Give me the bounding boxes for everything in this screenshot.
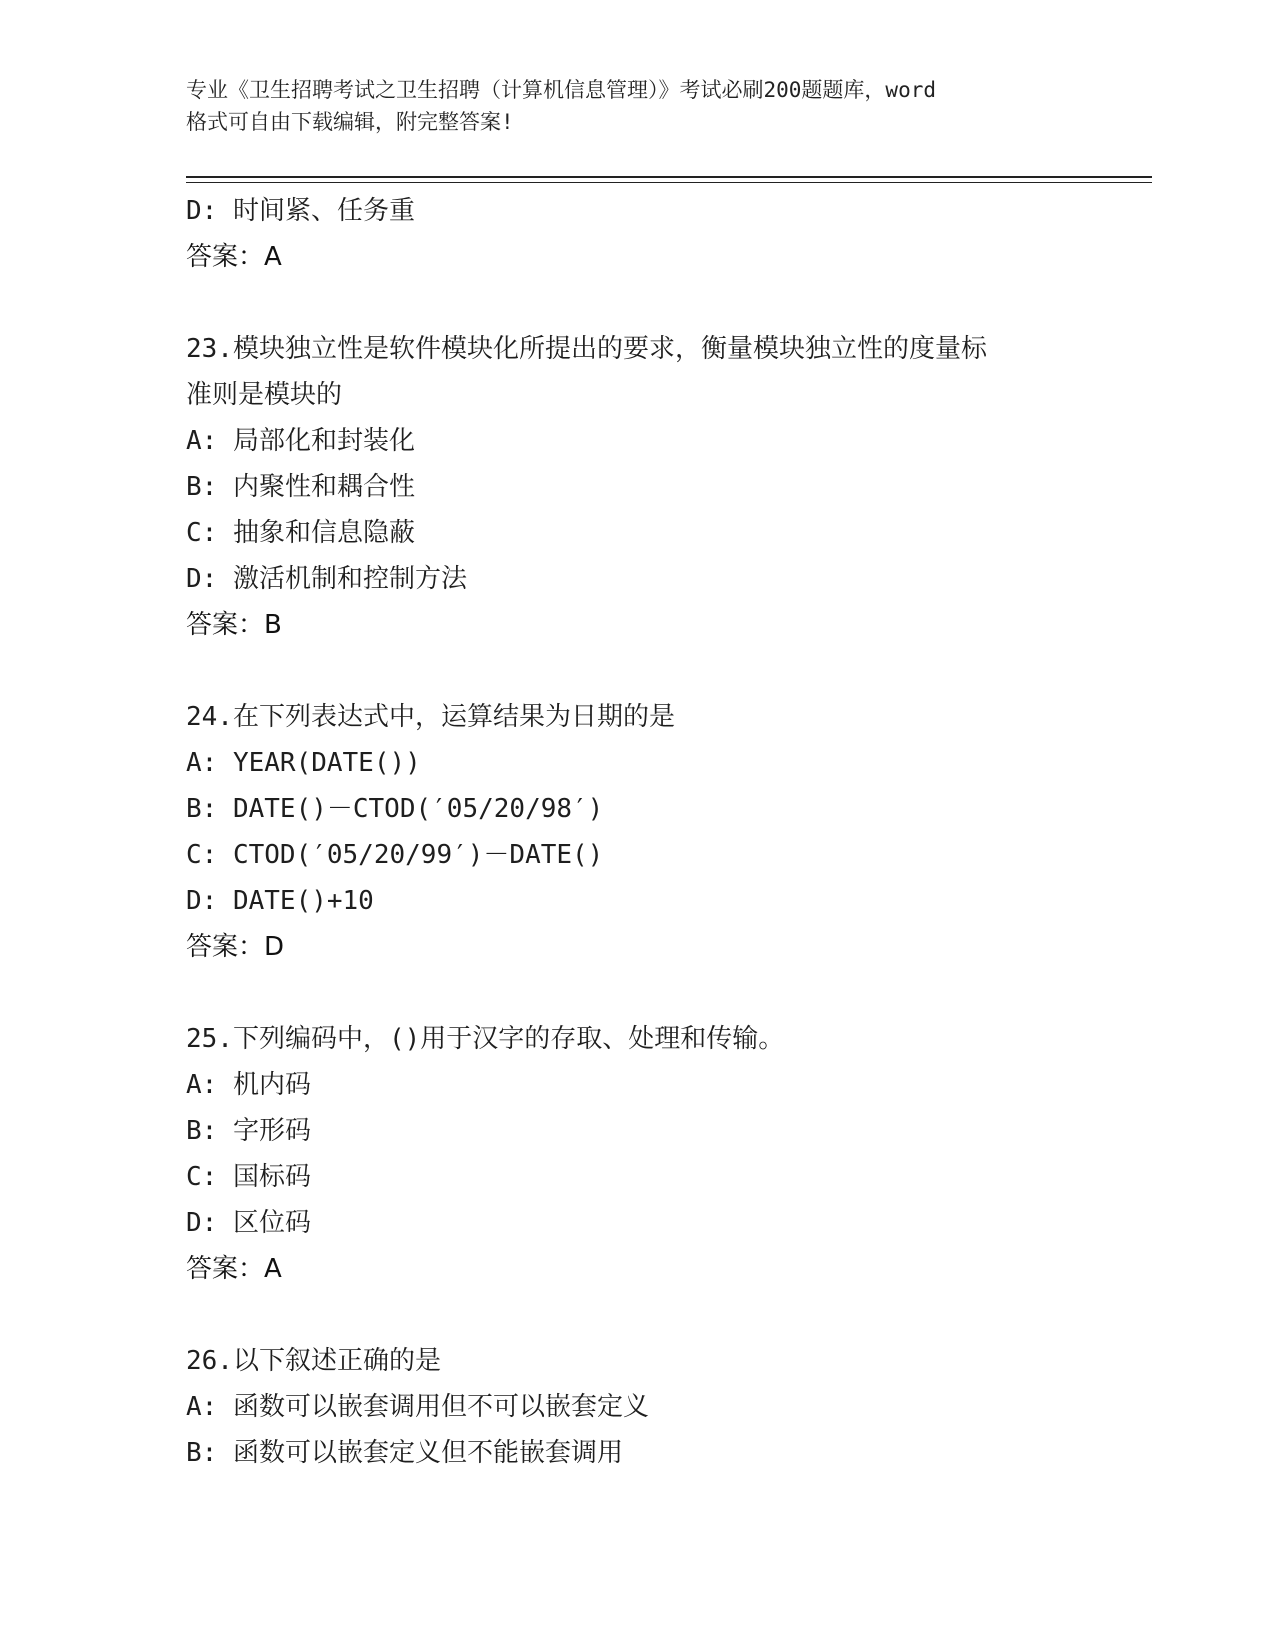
- question-25: [186, 1016, 1146, 1292]
- option-c: C: 国标码: [186, 1162, 311, 1192]
- answer: 答案：A: [186, 1254, 282, 1284]
- question-stem: 24.在下列表达式中，运算结果为日期的是: [186, 702, 675, 732]
- option-d: D: DATE()+10: [186, 886, 374, 916]
- option-a: A: 函数可以嵌套调用但不可以嵌套定义: [186, 1392, 649, 1422]
- prev-answer: 答案：A: [186, 242, 282, 272]
- option-a: A: 机内码: [186, 1070, 311, 1100]
- option-a: A: YEAR(DATE()): [186, 748, 421, 778]
- question-stem: 25.下列编码中，()用于汉字的存取、处理和传输。: [186, 1024, 785, 1054]
- answer: 答案：D: [186, 932, 285, 962]
- header-line-1: 专业《卫生招聘考试之卫生招聘（计算机信息管理）》考试必刷200题题库，word: [186, 78, 936, 102]
- option-c: C: 抽象和信息隐蔽: [186, 518, 415, 548]
- question-24: [186, 694, 1146, 970]
- question-stem-cont: 准则是模块的: [186, 380, 343, 410]
- option-b: B: DATE()－CTOD(′05/20/98′): [186, 794, 604, 824]
- option-a: A: 局部化和封装化: [186, 426, 415, 456]
- header-rule-thin: [186, 182, 1152, 183]
- question-26: [186, 1338, 1146, 1476]
- option-b: B: 内聚性和耦合性: [186, 472, 415, 502]
- option-b: B: 字形码: [186, 1116, 311, 1146]
- answer: 答案：B: [186, 610, 282, 640]
- option-d: D: 激活机制和控制方法: [186, 564, 467, 594]
- prev-option-d: D: 时间紧、任务重: [186, 196, 415, 226]
- header-rule-thick: [186, 176, 1152, 178]
- page-header: [186, 74, 1086, 138]
- question-stem: 23.模块独立性是软件模块化所提出的要求，衡量模块独立性的度量标: [186, 334, 987, 364]
- option-c: C: CTOD(′05/20/99′)－DATE(): [186, 840, 604, 870]
- header-line-2: 格式可自由下载编辑，附完整答案!: [186, 110, 514, 134]
- option-d: D: 区位码: [186, 1208, 311, 1238]
- question-stem: 26.以下叙述正确的是: [186, 1346, 441, 1376]
- question-23: [186, 326, 1146, 648]
- option-b: B: 函数可以嵌套定义但不能嵌套调用: [186, 1438, 623, 1468]
- question-content: [186, 188, 1146, 1476]
